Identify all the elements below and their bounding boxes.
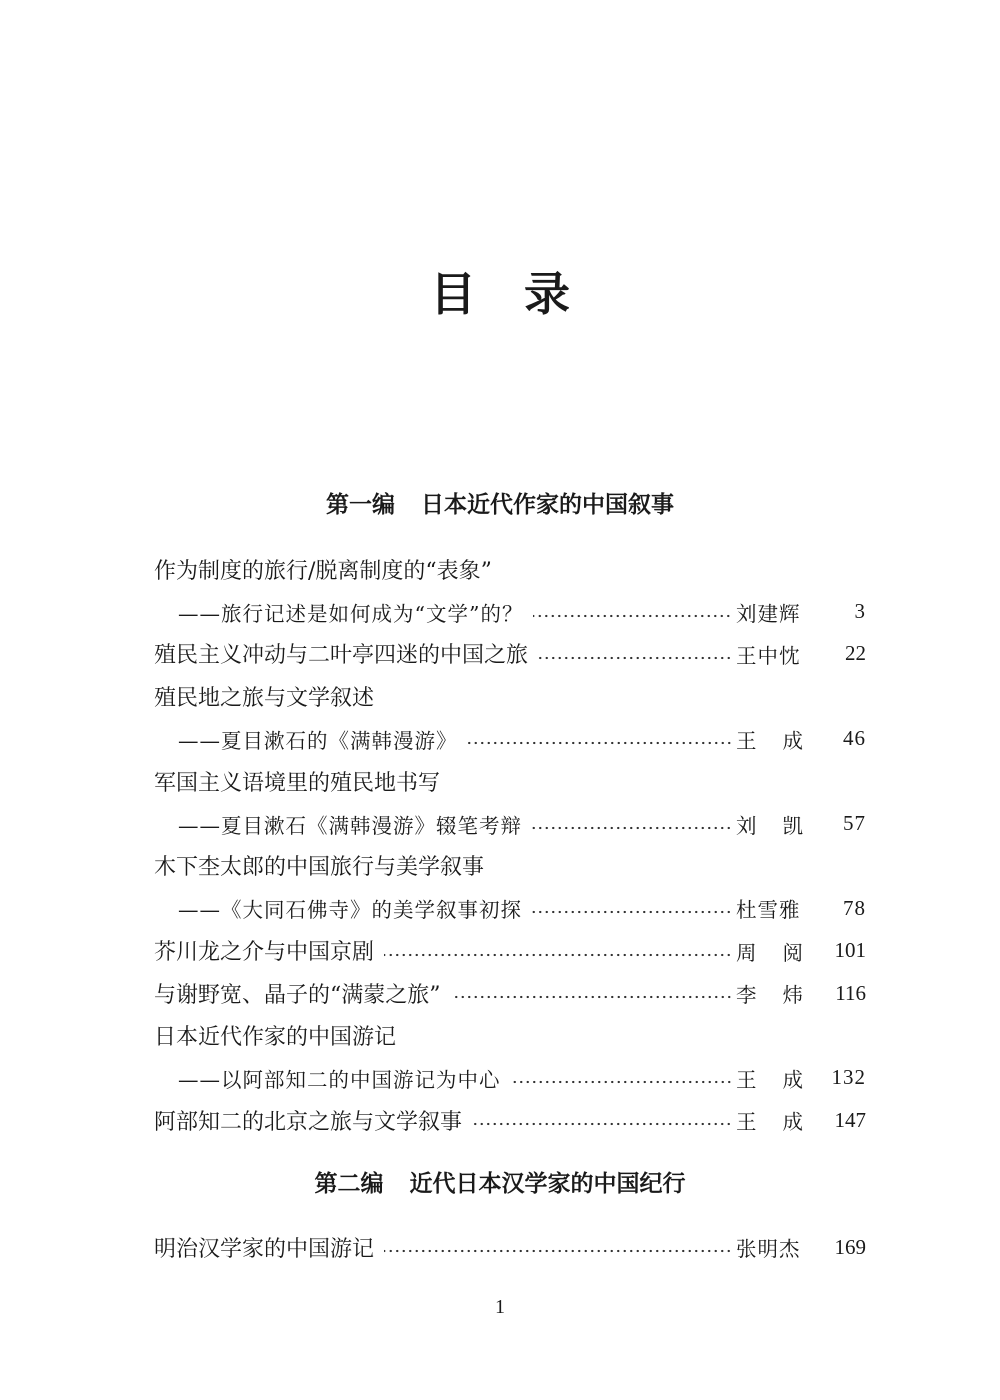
part-label: 第二编 (314, 1171, 384, 1197)
part-heading-2 (0, 1165, 1000, 1198)
toc-entry-page: 57 (843, 811, 866, 836)
title-char-1: 目 (430, 267, 476, 321)
toc-entry-author (736, 809, 804, 839)
toc-entry (154, 675, 866, 717)
toc-entry-page: 147 (834, 1107, 866, 1132)
toc-entry (154, 760, 866, 802)
toc-entry[interactable] (154, 972, 866, 1014)
toc-entry-page: 78 (843, 895, 866, 920)
toc-entry-title: 阿部知二的北京之旅与文学叙事 (154, 1109, 463, 1135)
author-part: 王 (736, 1067, 758, 1092)
toc-entry[interactable] (154, 1226, 866, 1268)
leader-dots (472, 1120, 732, 1128)
author-part: 张明杰 (736, 1237, 801, 1262)
author-part: 凯 (782, 813, 804, 838)
toc-entry[interactable] (154, 633, 866, 675)
leader-dots (451, 993, 733, 1001)
toc-entry (154, 548, 866, 590)
toc-entry-author (736, 597, 804, 627)
toc-list-part-2 (154, 1226, 866, 1268)
toc-entry-title: ——以阿部知二的中国游记为中心 (178, 1067, 501, 1092)
toc-entry-page: 22 (845, 641, 866, 666)
author-part: 刘建辉 (736, 601, 801, 626)
part-heading-1 (0, 486, 1000, 519)
toc-entry-title: 与谢野宽、晶子的“满蒙之旅” (154, 982, 441, 1008)
toc-entry-title: 殖民地之旅与文学叙述 (154, 685, 375, 711)
leader-dots (511, 1078, 733, 1086)
toc-entry (154, 1014, 866, 1056)
toc-entry-author (736, 936, 804, 966)
author-part: 成 (782, 1110, 804, 1135)
toc-entry-author (736, 724, 804, 754)
part-name: 日本近代作家的中国叙事 (421, 492, 674, 518)
toc-entry-title: ——夏目漱石的《满韩漫游》 (178, 728, 458, 753)
toc-entry-title: 作为制度的旅行/脱离制度的“表象” (154, 558, 492, 584)
toc-entry[interactable] (154, 1099, 866, 1141)
toc-entry (154, 845, 866, 887)
toc-entry-title: ——夏目漱石《满韩漫游》辍笔考辩 (178, 813, 522, 838)
toc-entry-title: 日本近代作家的中国游记 (154, 1024, 397, 1050)
toc-entry-page: 46 (843, 726, 866, 751)
toc-entry-title: 木下杢太郎的中国旅行与美学叙事 (154, 855, 485, 881)
title-char-2: 录 (524, 267, 570, 321)
author-part: 王中忱 (736, 643, 801, 668)
leader-dots (384, 951, 732, 959)
toc-entry-title: 芥川龙之介与中国京剧 (154, 940, 375, 966)
toc-entry[interactable] (154, 590, 866, 632)
leader-dots (532, 824, 732, 832)
author-part: 杜雪雅 (736, 898, 801, 923)
author-part: 王 (736, 728, 758, 753)
author-part: 王 (736, 1110, 758, 1135)
part-name: 近代日本汉学家的中国纪行 (409, 1171, 686, 1197)
toc-entry[interactable] (154, 930, 866, 972)
toc-entry-page: 132 (831, 1065, 866, 1090)
toc-entry-title: 军国主义语境里的殖民地书写 (154, 770, 441, 796)
toc-entry[interactable] (154, 1057, 866, 1099)
page-number: 1 (495, 1296, 505, 1318)
toc-entry-title: ——《大同石佛寺》的美学叙事初探 (178, 898, 522, 923)
author-part: 李 (736, 983, 758, 1008)
leader-dots (532, 908, 732, 916)
toc-entry-title: 明治汉学家的中国游记 (154, 1236, 375, 1262)
leader-dots (384, 1247, 732, 1255)
page-title (0, 258, 1000, 324)
toc-entry-page: 169 (834, 1234, 866, 1259)
toc-entry-page: 116 (835, 980, 866, 1005)
toc-entry-page: 3 (854, 599, 866, 624)
author-part: 成 (782, 728, 804, 753)
toc-entry-title: ——旅行记述是如何成为“文学”的？ (178, 601, 524, 626)
author-part: 成 (782, 1067, 804, 1092)
toc-entry-author (736, 893, 804, 923)
toc-entry-author (736, 1105, 804, 1135)
author-part: 炜 (782, 983, 804, 1008)
toc-entry[interactable] (154, 718, 866, 760)
leader-dots (468, 739, 733, 747)
toc-entry-author (736, 1232, 804, 1262)
part-label: 第一编 (326, 492, 395, 518)
toc-entry-author (736, 639, 804, 669)
leader-dots (538, 654, 732, 662)
author-part: 周 (736, 940, 758, 965)
toc-entry[interactable] (154, 887, 866, 929)
toc-entry-page: 101 (834, 938, 866, 963)
toc-entry[interactable] (154, 802, 866, 844)
leader-dots (533, 612, 732, 620)
toc-entry-author (736, 978, 804, 1008)
author-part: 阅 (782, 940, 804, 965)
author-part: 刘 (736, 813, 758, 838)
toc-list-part-1 (154, 548, 866, 1141)
toc-entry-author (736, 1063, 804, 1093)
toc-entry-title: 殖民主义冲动与二叶亭四迷的中国之旅 (154, 643, 529, 669)
